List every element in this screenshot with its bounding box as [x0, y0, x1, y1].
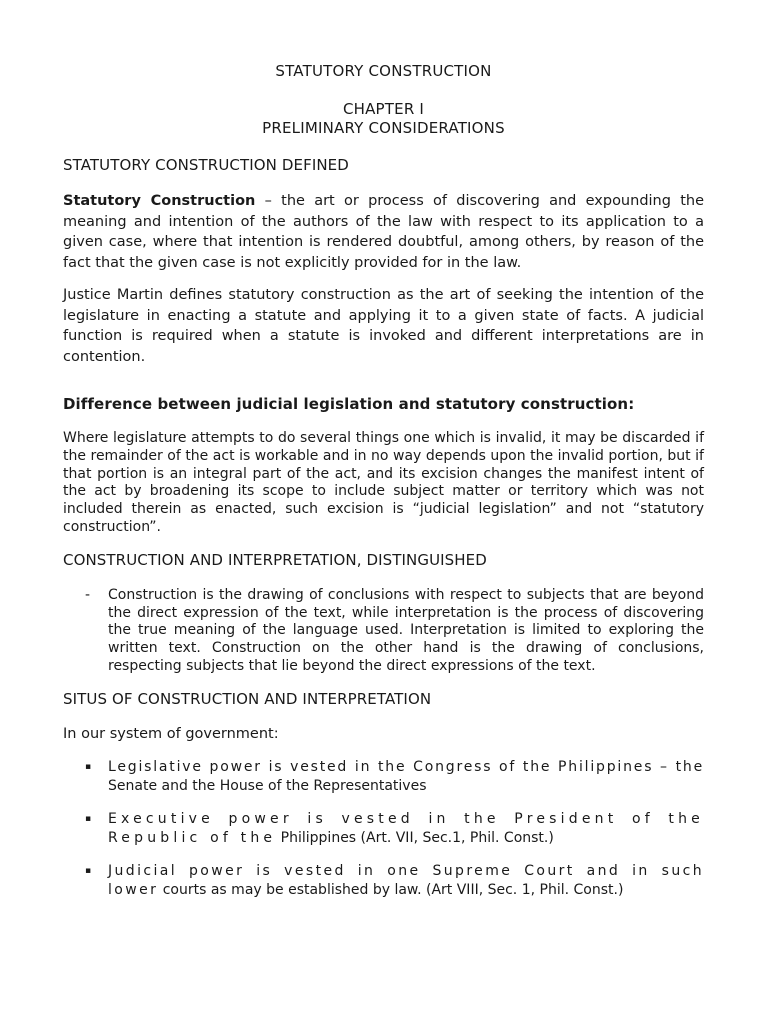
judicial-power-rest: courts as may be established by law. (Art VIII, Sec. 1, Phil. Const.) — [158, 881, 624, 898]
list-item — [63, 862, 704, 899]
powers-list — [63, 758, 704, 899]
justice-martin-paragraph: Justice Martin defines statutory construction as the art of seeking the intention of the legislature in enacting a statute and applying it to a given state of facts. A judicial function is required when a statute is invoked and different interpretations are in contention. — [63, 287, 704, 365]
dash-marker: - — [85, 586, 91, 603]
bullet-marker: ▪ — [85, 814, 92, 825]
bullet-marker: ▪ — [85, 866, 92, 877]
section-heading-difference: Difference between judicial legislation and statutory construction: — [63, 395, 635, 413]
defined-term: Statutory Construction — [63, 193, 256, 209]
document-page — [63, 62, 704, 899]
section-heading-situs: SITUS OF CONSTRUCTION AND INTERPRETATION — [63, 689, 432, 708]
list-item — [63, 587, 704, 676]
government-intro: In our system of government: — [63, 725, 279, 742]
distinction-list — [63, 587, 704, 676]
executive-power-rest: Philippines (Art. VII, Sec.1, Phil. Const.) — [276, 829, 554, 846]
list-item — [63, 810, 704, 847]
distinction-text: Construction is the drawing of conclusions with respect to subjects that are beyond the direct expression of the text, while interpretation is the process of discovering the true meaning of the language used. Interpretation is limited to exploring the written text. Construction on the other hand is the drawing of conclusions, respecting subjects that lie beyond the direct expressions of the text. — [108, 586, 704, 674]
legislative-power-rest: Senate and the House of the Representatives — [108, 777, 427, 794]
section-heading-defined: STATUTORY CONSTRUCTION DEFINED — [63, 156, 349, 174]
judicial-power-spaced: Judicial power is vested in one Supreme Court and in such lower — [108, 863, 704, 898]
bullet-marker: ▪ — [85, 762, 92, 773]
list-item — [63, 758, 704, 795]
section-heading-distinguished: CONSTRUCTION AND INTERPRETATION, DISTINGUISHED — [63, 550, 487, 569]
executive-power-spaced: Executive power is vested in the President of the Republic of the — [108, 811, 704, 846]
chapter-title: PRELIMINARY CONSIDERATIONS — [262, 119, 505, 137]
chapter-number: CHAPTER I — [342, 100, 425, 118]
difference-paragraph: Where legislature attempts to do several things one which is invalid, it may be discarded if the remainder of the act is workable and in no way depends upon the invalid portion, but if that portion is an integral part of the act, and its excision changes the manifest intent of the act by broadening its scope to include subject matter or territory which was not included therein as enacted, such excision is “judicial legislation” and not “statutory construction”. — [63, 430, 704, 535]
definition-text: – the art or process of discovering and expounding the meaning and intention of the authors of the law with respect to its application to a given case, where that intention is rendered doubtful, among others, by reason of the fact that the given case is not explicitly provided for in the law. — [63, 193, 704, 271]
legislative-power-spaced: Legislative power is vested in the Congress of the Philippines – the — [108, 759, 704, 776]
document-title: STATUTORY CONSTRUCTION — [275, 62, 492, 80]
definition-paragraph — [63, 191, 704, 273]
